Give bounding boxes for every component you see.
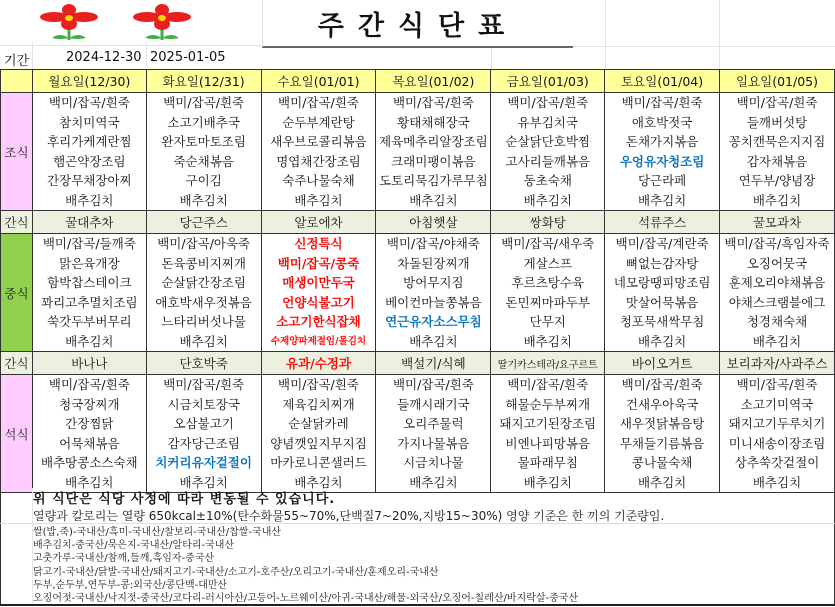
menu-item: 오리주물럭 — [403, 416, 464, 431]
period-end-date: 2025-01-05 — [150, 50, 226, 65]
menu-item: 백미/잡곡/흰죽 — [621, 377, 703, 392]
bottom-border — [0, 604, 835, 606]
menu-item: 배추김치 — [752, 474, 802, 490]
menu-item: 느타리버섯나물 — [161, 314, 246, 329]
menu-item: 배추김치 — [523, 333, 572, 349]
breakfast-cell — [32, 93, 146, 211]
menu-item: 들깨버섯탕 — [746, 114, 808, 130]
menu-item: 해물순두부찌개 — [505, 396, 591, 412]
menu-item: 백미/잡곡/흰죽 — [48, 95, 130, 110]
menu-item: 크래미팽이볶음 — [391, 153, 476, 169]
menu-item: 백미/잡곡/흰죽 — [278, 377, 359, 392]
change-notice: 위 식단은 식당 사정에 따라 변동될 수 있습니다. — [33, 492, 336, 507]
menu-item: 방어무지짐 — [403, 275, 464, 290]
menu-item: 백미/잡곡/야채죽 — [386, 236, 480, 251]
menu-item: 배추김치 — [179, 192, 228, 208]
day-header: 금요일(01/03) — [491, 70, 605, 93]
snack-cell: 쌍화탕 — [491, 211, 605, 234]
menu-item: 배추김치 — [179, 474, 228, 490]
menu-item: 감자당근조림 — [167, 435, 240, 451]
menu-item: 순살닭간장조림 — [161, 275, 246, 290]
menu-item: 간장무채장아찌 — [47, 173, 132, 188]
menu-item: 배추김치 — [409, 192, 458, 208]
menu-item: 간장찜닭 — [65, 416, 114, 431]
menu-item-special: 소고기한식잡채 — [276, 314, 361, 329]
snack-label: 간식 — [1, 211, 33, 234]
origin-line: 쌀(밥,죽)-국내산/흑미-국내산/찰보리-국내산/찹쌀-국내산 — [33, 527, 282, 538]
menu-item: 새우브로콜리볶음 — [270, 134, 367, 149]
origin-line: 배추김치-중국산/묵은지-국내산/알타리-국내산 — [33, 540, 235, 552]
menu-item: 제육김치찌개 — [282, 396, 355, 412]
day-header: 수요일(01/01) — [261, 70, 376, 93]
special-menu-title: 신정특식 — [294, 236, 343, 251]
day-header: 화요일(12/31) — [146, 70, 261, 93]
menu-item: 참치미역국 — [59, 114, 120, 130]
menu-item: 맑은육개장 — [59, 255, 120, 271]
period-label: 기간 — [4, 54, 30, 69]
lunch-cell — [491, 234, 605, 352]
footer-notes — [33, 491, 664, 524]
menu-item: 제육메추리알장조림 — [379, 134, 488, 149]
dinner-cell — [605, 375, 720, 493]
snack-cell-special: 유과/수정과 — [261, 352, 376, 375]
day-header: 일요일(01/05) — [720, 70, 835, 93]
menu-item: 돈채가지볶음 — [625, 134, 699, 149]
menu-item: 배추김치 — [637, 333, 687, 349]
menu-item: 마카로니콘샐러드 — [270, 455, 367, 470]
dinner-cell — [146, 375, 261, 493]
menu-item: 백미/잡곡/흑임자죽 — [724, 236, 830, 251]
menu-item: 물파래무침 — [517, 455, 578, 470]
menu-item: 돼지고기된장조림 — [499, 416, 597, 431]
menu-item: 명엽채간장조림 — [276, 153, 361, 169]
menu-item: 도토리묵김가루무침 — [379, 173, 488, 188]
corner-cell — [1, 70, 33, 93]
dinner-cell — [376, 375, 491, 493]
menu-item: 백미/잡곡/흰죽 — [163, 95, 245, 110]
lunch-cell — [376, 234, 491, 352]
menu-item: 어묵채볶음 — [59, 435, 120, 451]
snack-cell: 꿀대추차 — [32, 211, 146, 234]
menu-item: 배추김치 — [752, 333, 802, 349]
menu-item: 미니새송이장조림 — [728, 435, 826, 451]
snack-cell: 백설기/식혜 — [376, 352, 491, 375]
lunch-cell — [146, 234, 261, 352]
weekly-menu-table — [0, 69, 835, 493]
origin-list — [33, 526, 578, 605]
page-title: 주간식단표 — [262, 0, 573, 48]
menu-item: 돈민찌마파두부 — [505, 294, 591, 310]
breakfast-cell — [146, 93, 261, 211]
dinner-row — [1, 375, 835, 493]
breakfast-cell — [491, 93, 605, 211]
origin-line: 고춧가루-국내산/참깨,들깨,흑임자-중국산 — [33, 553, 215, 565]
menu-item: 햄곤약장조림 — [53, 153, 126, 169]
snack-cell: 단호박죽 — [146, 352, 261, 375]
snack-cell: 바나나 — [32, 352, 146, 375]
menu-item: 양념깻잎지무지짐 — [270, 435, 367, 451]
menu-item: 백미/잡곡/흰죽 — [392, 377, 474, 392]
menu-item: 시금치토장국 — [167, 396, 240, 412]
dinner-cell — [491, 375, 605, 493]
menu-item: 백미/잡곡/흰죽 — [163, 377, 245, 392]
menu-item: 연두부/양념장 — [738, 173, 816, 188]
menu-item: 쑥갓두부버무리 — [47, 314, 132, 329]
snack-cell: 알로에차 — [261, 211, 376, 234]
flower-icon — [127, 4, 197, 44]
lunch-cell — [605, 234, 720, 352]
menu-item: 야채스크램블에그 — [728, 294, 826, 310]
menu-item: 들깨시래기국 — [397, 396, 470, 412]
menu-item: 백미/잡곡/들깨죽 — [42, 236, 136, 251]
menu-item: 상추쑥갓겉절이 — [734, 455, 820, 470]
menu-item: 콩나물숙채 — [631, 455, 693, 470]
dinner-cell — [32, 375, 146, 493]
menu-item: 배추김치 — [409, 474, 458, 490]
menu-item: 죽순채볶음 — [173, 153, 234, 169]
menu-item: 비엔나피망볶음 — [505, 435, 591, 451]
breakfast-row — [1, 93, 835, 211]
origin-line: 오징어젓-국내산/낙지젓-중국산/코다리-러시아산/고등어-노르웨이산/아귀-국내산/해물-외국산/오징어-칠레산/바지락살-중국산 — [33, 593, 579, 605]
menu-item: 차돌된장찌개 — [397, 255, 470, 271]
menu-item: 소고기미역국 — [740, 396, 814, 412]
menu-item-special: 매생이만두국 — [282, 275, 355, 290]
snack-cell: 아침햇살 — [376, 211, 491, 234]
menu-item: 청경채숙채 — [746, 314, 808, 329]
menu-item: 백미/잡곡/흰죽 — [507, 95, 589, 110]
menu-item: 배추김치 — [637, 474, 687, 490]
flower-icon — [34, 4, 104, 44]
divider — [0, 523, 835, 524]
menu-item: 순살닭단호박찜 — [505, 134, 591, 149]
menu-item: 배추김치 — [65, 192, 114, 208]
menu-item: 꽈리고추멸치조림 — [41, 294, 138, 310]
menu-item: 돼지고기두루치기 — [728, 416, 826, 431]
menu-item: 배추김치 — [752, 192, 802, 208]
snack-label: 간식 — [1, 352, 33, 375]
menu-item: 게살스프 — [523, 255, 572, 271]
dinner-cell — [261, 375, 376, 493]
menu-item: 백미/잡곡/흰죽 — [736, 95, 818, 110]
footer-left-border — [0, 488, 1, 606]
menu-item: 단무지 — [529, 314, 566, 329]
lunch-cell — [32, 234, 146, 352]
lunch-cell — [720, 234, 835, 352]
menu-item: 꽁치캔묵은지지짐 — [728, 134, 826, 149]
menu-item: 오징어뭇국 — [746, 255, 808, 271]
snack-row — [1, 211, 835, 234]
menu-item: 동초숙채 — [523, 173, 572, 188]
menu-item: 새우젓닭볶음탕 — [619, 416, 705, 431]
menu-item: 순두부계란탕 — [282, 114, 355, 130]
snack-cell: 당근주스 — [146, 211, 261, 234]
breakfast-label: 조식 — [1, 93, 33, 211]
menu-item: 청포묵새싹무침 — [619, 314, 705, 329]
day-header: 목요일(01/02) — [376, 70, 491, 93]
menu-item: 배추김치 — [179, 333, 228, 349]
menu-item: 건새우아욱국 — [625, 396, 699, 412]
menu-item: 배추김치 — [65, 333, 114, 349]
menu-item: 황태채해장국 — [397, 114, 470, 130]
day-header: 월요일(12/30) — [32, 70, 146, 93]
menu-item: 백미/잡곡/계란죽 — [615, 236, 709, 251]
breakfast-cell — [605, 93, 720, 211]
menu-item: 청국장찌개 — [59, 396, 120, 412]
menu-item: 배추김치 — [523, 474, 572, 490]
snack-cell: 보리과자/사과주스 — [720, 352, 835, 375]
menu-item: 시금치나물 — [403, 455, 464, 470]
dinner-label: 석식 — [1, 375, 33, 493]
menu-item: 애호박새우젓볶음 — [155, 294, 252, 310]
menu-item: 베이컨마늘쫑볶음 — [385, 294, 482, 310]
menu-item: 네모랑땡피망조림 — [613, 275, 711, 290]
menu-item: 함박찹스테이크 — [47, 275, 132, 290]
snack-cell: 딸기카스테라/요구르트 — [491, 352, 605, 375]
snack-row — [1, 352, 835, 375]
menu-item: 배추김치 — [294, 474, 343, 490]
menu-item: 당근라페 — [637, 173, 687, 188]
menu-item-highlight: 우엉유자청조림 — [619, 153, 705, 169]
snack-cell: 꿀모과차 — [720, 211, 835, 234]
menu-item-special: 언양식불고기 — [282, 294, 355, 310]
menu-item-special: 백미/잡곡/콩죽 — [277, 255, 360, 271]
menu-item: 배추김치 — [523, 192, 572, 208]
origin-line: 닭고기-국내산/닭발-국내산/돼지고기-국내산/소고기-호주산/오리고기-국내산/훈제오리-국내산 — [33, 566, 439, 578]
menu-item: 백미/잡곡/흰죽 — [48, 377, 130, 392]
lunch-cell-special — [261, 234, 376, 352]
day-header: 토요일(01/04) — [605, 70, 720, 93]
menu-item: 완자토마토조림 — [161, 134, 246, 149]
menu-item: 오삼불고기 — [173, 416, 234, 431]
menu-item: 유부김치국 — [517, 114, 578, 130]
menu-item: 백미/잡곡/흰죽 — [507, 377, 589, 392]
menu-item: 숙주나물숙채 — [282, 173, 355, 188]
period-start-date: 2024-12-30 — [66, 50, 142, 65]
menu-item: 백미/잡곡/새우죽 — [501, 236, 595, 251]
menu-item: 구이김 — [185, 173, 222, 188]
menu-item: 백미/잡곡/흰죽 — [736, 377, 818, 392]
menu-item-special: 수제양파제절임/몰김치 — [270, 335, 367, 347]
breakfast-cell — [261, 93, 376, 211]
menu-item: 후르츠탕수육 — [511, 275, 584, 290]
menu-item: 배추김치 — [409, 333, 458, 349]
menu-item: 후리가케계란찜 — [47, 134, 132, 149]
menu-item: 순살닭카레 — [288, 416, 349, 431]
menu-item-highlight: 연근유자소스무침 — [385, 314, 482, 329]
breakfast-cell — [720, 93, 835, 211]
snack-cell: 석류주스 — [605, 211, 720, 234]
nutrition-note: 열량과 칼로리는 열량 650kcal±10%(탄수화물55~70%,단백질7~20%,지방15~30%) 영양 기준은 한 끼의 기준량임. — [33, 509, 665, 523]
menu-item: 배추김치 — [294, 192, 343, 208]
menu-item: 가지나물볶음 — [397, 435, 470, 451]
menu-item: 뼈없는감자탕 — [625, 255, 699, 271]
menu-item: 배추김치 — [65, 474, 114, 490]
menu-item: 백미/잡곡/흰죽 — [278, 95, 359, 110]
menu-item: 백미/잡곡/흰죽 — [621, 95, 703, 110]
menu-item: 감자채볶음 — [746, 153, 808, 169]
dinner-cell — [720, 375, 835, 493]
menu-item-highlight: 치커리유자겉절이 — [155, 455, 252, 470]
menu-item: 맛살어묵볶음 — [625, 294, 699, 310]
menu-item: 훈제오리야채볶음 — [728, 275, 826, 290]
lunch-row — [1, 234, 835, 352]
menu-item: 배추김치 — [637, 192, 687, 208]
day-header-row — [1, 70, 835, 93]
menu-item: 애호박젓국 — [631, 114, 693, 130]
menu-item: 배추땅콩소스숙채 — [41, 455, 138, 470]
menu-item: 돈육콩비지찌개 — [161, 255, 246, 271]
origin-line: 두부,순두부,연두부-콩:외국산/콩단백-대만산 — [33, 579, 228, 591]
lunch-label: 중식 — [1, 234, 33, 352]
menu-item: 무채들기름볶음 — [619, 435, 705, 451]
menu-item: 백미/잡곡/흰죽 — [392, 95, 474, 110]
snack-cell: 바이오거트 — [605, 352, 720, 375]
menu-item: 백미/잡곡/아욱죽 — [157, 236, 251, 251]
menu-item: 고사리들깨볶음 — [505, 153, 591, 169]
menu-item: 소고기배추국 — [167, 114, 240, 130]
breakfast-cell — [376, 93, 491, 211]
